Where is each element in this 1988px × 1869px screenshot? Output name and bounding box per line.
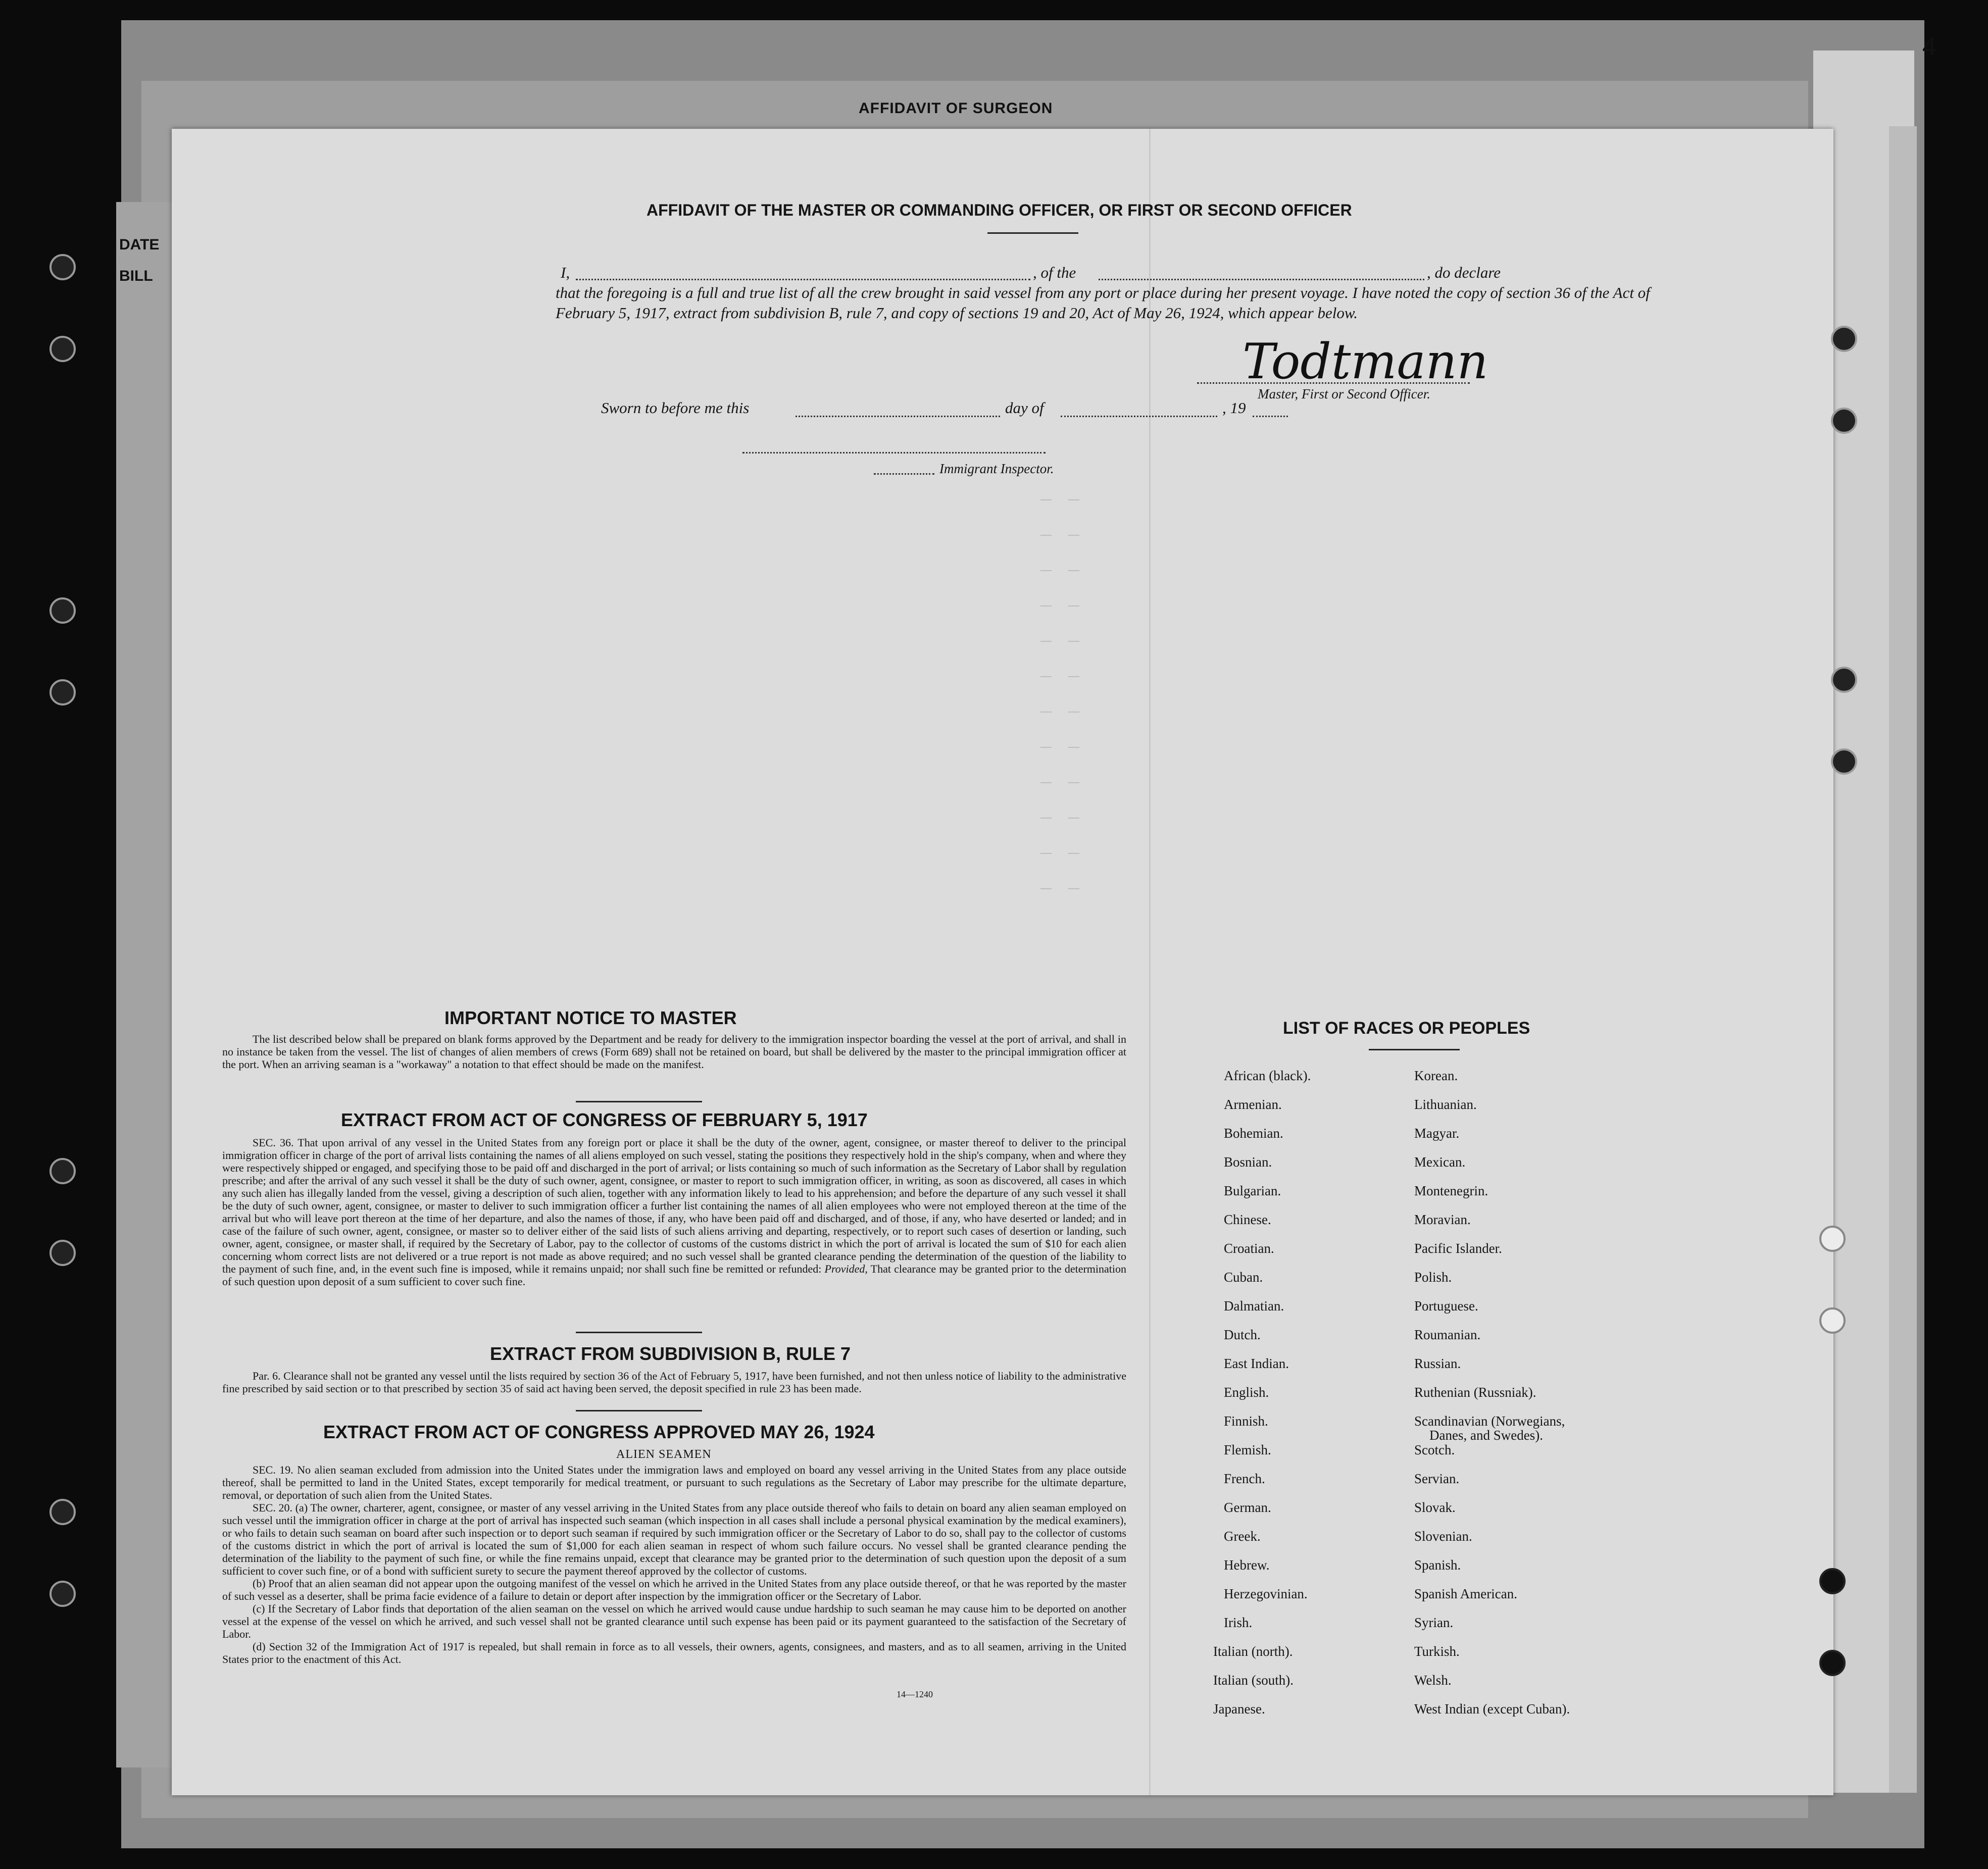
binder-hole	[49, 254, 76, 280]
vessel-blank-line	[1099, 279, 1424, 280]
extract-rule-7-body	[222, 1370, 1126, 1395]
race-item: French.	[1224, 1471, 1265, 1486]
sec-20a-paragraph: SEC. 20. (a) The owner, charterer, agent, consignee, or master of any vessel arriving in the United States from any place outside thereof who fails to detain on board any alien seaman employed on such vessel until the immigration officer in charge at the port of arrival has inspected such seaman (which inspection in all cases shall include a personal physical examination by the medical examiners), or who fails to detain such seaman on board after such inspection or to deport such seaman if required by such immigration officer or the Secretary of Labor to do so, shall pay to the collector of customs of the customs district in which the port of arrival is located the sum of $1,000 for each alien seaman in respect of whom such failure occurs. No vessel shall be granted clearance pending the determination of the liability to the payment of such fine, or while the fine remains unpaid, except that clearance may be granted prior to the determination of such question upon the deposit of a sum sufficient to cover such fine, or of a bond with sufficient surety to secure the payment thereof approved by the collector of customs.	[222, 1501, 1126, 1577]
race-item: Spanish.	[1414, 1557, 1461, 1573]
extract-rule-7-title: EXTRACT FROM SUBDIVISION B, RULE 7	[490, 1343, 851, 1364]
sec-19-paragraph: SEC. 19. No alien seaman excluded from admission into the United States under the immigration laws and employed on board any vessel arriving in the United States from any place outside thereof, shall be permitted to land in the United States, except temporarily for medical treatment, or pursuant to such regulations as the Secretary of Labor may prescribe for the ultimate departure, removal, or deportation of such alien from the United States.	[222, 1463, 1126, 1501]
race-item: Hebrew.	[1224, 1557, 1270, 1573]
binder-hole	[1819, 1226, 1846, 1252]
inspector-signature-line	[742, 452, 1046, 453]
sec-20c-paragraph: (c) If the Secretary of Labor finds that deportation of the alien seaman on the vessel on which he arrived would cause undue hardship to such seaman he may cause him to be deported on another vessel at the expense of the vessel on which he arrived, and such vessel shall not be granted clearance until such expense has been paid or its payment guaranteed to the satisfaction of the Secretary of Labor.	[222, 1602, 1126, 1640]
race-item: Servian.	[1414, 1471, 1460, 1486]
alien-seamen-subtitle: ALIEN SEAMEN	[616, 1448, 712, 1461]
section-36-paragraph	[222, 1136, 1126, 1288]
race-item: Scotch.	[1414, 1442, 1455, 1457]
notice-paragraph: The list described below shall be prepared on blank forms approved by the Department and be ready for delivery to the immigration inspector boarding the vessel at the port of arrival, and shall in no instance be taken from the vessel. The list of changes of alien members of crews (Form 689) shall not be retained on board, but shall be delivered by the master to the principal immigration officer at the port. When an arriving seaman is a "workaway" a notation to that effect should be made on the manifest.	[222, 1033, 1126, 1071]
race-item: Scandinavian (Norwegians,	[1414, 1413, 1565, 1429]
left-underlying-page	[116, 202, 177, 1767]
race-item: Italian (north).	[1213, 1644, 1293, 1659]
affidavit-i-label: I,	[561, 264, 570, 281]
binder-hole	[1831, 748, 1857, 775]
notice-title: IMPORTANT NOTICE TO MASTER	[444, 1007, 737, 1028]
inspector-dot-leader	[874, 473, 934, 475]
bleed-through-mark: — —	[1040, 775, 1079, 788]
bleed-through-mark: — —	[1040, 598, 1079, 611]
extract-1917-title: EXTRACT FROM ACT OF CONGRESS OF FEBRUARY 5, 1917	[341, 1109, 868, 1130]
right-underlying-page-edge	[1889, 126, 1917, 1793]
binder-hole	[49, 597, 76, 624]
affidavit-of-the-label: , of the	[1033, 264, 1076, 281]
race-item: Irish.	[1224, 1615, 1253, 1630]
rule-7-paragraph: Par. 6. Clearance shall not be granted any vessel until the lists required by section 36 of the Act of February 5, 1917, have been furnished, and not then unless notice of liability to the administrative fine prescribed by said section or to that prescribed by section 35 of said act having been served, the deposit specified in rule 23 has been made.	[222, 1370, 1126, 1395]
race-item: Greek.	[1224, 1529, 1261, 1544]
race-item: Dutch.	[1224, 1327, 1261, 1342]
race-item: East Indian.	[1224, 1356, 1289, 1371]
signature-line	[1197, 382, 1470, 384]
binder-hole	[1819, 1568, 1846, 1594]
race-item: Pacific Islander.	[1414, 1241, 1502, 1256]
affidavit-title: AFFIDAVIT OF THE MASTER OR COMMANDING OFFICER, OR FIRST OR SECOND OFFICER	[647, 201, 1352, 219]
race-item: Slovak.	[1414, 1500, 1456, 1515]
extract-1917-body	[222, 1136, 1126, 1288]
binder-hole	[49, 1158, 76, 1184]
notice-body	[222, 1033, 1126, 1071]
race-item: Spanish American.	[1414, 1586, 1517, 1601]
race-item: Mexican.	[1414, 1154, 1466, 1170]
race-item: Portuguese.	[1414, 1298, 1478, 1314]
bleed-through-mark: — —	[1040, 846, 1079, 858]
year-label: , 19	[1222, 399, 1246, 417]
bleed-through-mark: — —	[1040, 881, 1079, 894]
race-item: Japanese.	[1213, 1701, 1265, 1716]
binder-hole	[49, 1581, 76, 1607]
race-item: Magyar.	[1414, 1126, 1460, 1141]
binder-hole	[49, 1240, 76, 1266]
surgeon-affidavit-title: AFFIDAVIT OF SURGEON	[859, 100, 1053, 117]
binder-hole	[1819, 1307, 1846, 1334]
affidavit-statement: that the foregoing is a full and true list of all the crew brought in said vessel from any port or place during her present voyage. I have noted the copy of section 36 of the Act of February 5, 1917, extract from subdivision B, rule 7, and copy of sections 19 and 20, Act of May 26, 1924, which appear below.	[556, 284, 1650, 322]
bleed-through-mark: — —	[1040, 563, 1079, 576]
extract-1924-title: EXTRACT FROM ACT OF CONGRESS APPROVED MAY 26, 1924	[323, 1422, 875, 1442]
section-rule	[576, 1332, 702, 1333]
race-item: Slovenian.	[1414, 1529, 1472, 1544]
binder-hole	[1831, 326, 1857, 352]
proviso-label: Provided,	[824, 1262, 868, 1275]
bleed-through-mark: — —	[1040, 811, 1079, 823]
day-of-label: day of	[1005, 399, 1044, 417]
race-item: African (black).	[1224, 1068, 1311, 1083]
binder-hole	[49, 679, 76, 705]
section-rule	[576, 1410, 702, 1411]
binder-hole	[49, 1499, 76, 1525]
master-signature: Todtmann	[1242, 333, 1488, 390]
bleed-through-mark: — —	[1040, 704, 1079, 717]
title-rule	[987, 232, 1078, 234]
section-36-text: SEC. 36. That upon arrival of any vessel in the United States from any foreign port or place it shall be the duty of the owner, agent, consignee, or master thereof to deliver to the principal immigration officer in charge of the port of arrival lists containing the names of all aliens employed on such vessel, stating the positions they respectively hold in the ship's company, when and where they were respectively shipped or engaged, and specifying those to be paid off and discharged in the port of arrival; or lists containing so much of such information as the Secretary of Labor shall by regulation prescribe; and after the arrival of any such vessel it shall be the duty of such owner, agent, consignee, or master to report to such immigration officer, in writing, as soon as discovered, all cases in which any such alien has illegally landed from the vessel, giving a description of such alien, together with any information likely to lead to his apprehension; and before the departure of any such vessel it shall be the duty of such owner, agent, consignee, or master to deliver to such immigration officer a further list containing the names of all alien employees who were not employed thereon at the time of the arrival but who will leave port thereon at the time of her departure, and also the names of those, if any, who have been paid off and discharged, and of those, if any, who have deserted or landed; and in case of the failure of such owner, agent, consignee, or master so to deliver either of the said lists of such aliens arriving and departing, respectively, or to report such cases of desertion or landing, such owner, agent, consignee, or master shall, if required by the Secretary of Labor, pay to the collector of customs of the customs district in which the port of arrival is located the sum of $10 for each alien concerning whom correct lists are not delivered or a true report is not made as above required; and no such vessel shall be granted clearance pending the determination of the question of the liability to the payment of such fine, and, in the event such fine is imposed, while it remains unpaid; nor shall such fine be remitted or refunded:	[222, 1136, 1126, 1275]
year-blank	[1253, 416, 1288, 417]
race-item: Finnish.	[1224, 1413, 1268, 1429]
race-item: Dalmatian.	[1224, 1298, 1284, 1314]
race-item: Ruthenian (Russniak).	[1414, 1385, 1536, 1400]
extract-1924-body	[222, 1463, 1126, 1665]
sec-20b-paragraph: (b) Proof that an alien seaman did not appear upon the outgoing manifest of the vessel on which he arrived in the United States from any place outside thereof, or that he was reported by the master of such vessel as a deserter, shall be prima facie evidence of a failure to detain or deport after inspection by the immigration officer or the Secretary of Labor.	[222, 1577, 1126, 1602]
race-item: Korean.	[1414, 1068, 1458, 1083]
signature-caption: Master, First or Second Officer.	[1258, 386, 1430, 401]
race-item: English.	[1224, 1385, 1269, 1400]
race-item: Flemish.	[1224, 1442, 1271, 1457]
race-item: Bulgarian.	[1224, 1183, 1281, 1198]
race-item: Montenegrin.	[1414, 1183, 1488, 1198]
race-item: Welsh.	[1414, 1673, 1452, 1688]
race-item: Herzegovinian.	[1224, 1586, 1308, 1601]
binder-hole	[1831, 408, 1857, 434]
sworn-label: Sworn to before me this	[601, 399, 750, 417]
race-item: German.	[1224, 1500, 1271, 1515]
proviso-text: That clearance may be granted prior to the determination of such question upon deposit of a sum sufficient to cover such fine.	[222, 1262, 1127, 1288]
binder-hole	[1831, 667, 1857, 693]
race-item: West Indian (except Cuban).	[1414, 1701, 1570, 1716]
left-label-date: DATE	[119, 236, 160, 253]
bleed-through-mark: — —	[1040, 528, 1079, 540]
sworn-day-blank	[796, 416, 1000, 417]
race-item: Moravian.	[1414, 1212, 1471, 1227]
bleed-through-mark: — —	[1040, 492, 1079, 505]
bleed-through-mark: — —	[1040, 740, 1079, 752]
month-blank	[1061, 416, 1217, 417]
title-rule	[1369, 1049, 1460, 1050]
bleed-through-mark: — —	[1040, 669, 1079, 682]
bleed-through-mark: — —	[1040, 634, 1079, 646]
section-rule	[576, 1101, 702, 1102]
race-item: Bosnian.	[1224, 1154, 1272, 1170]
race-item: Danes, and Swedes).	[1429, 1428, 1543, 1443]
race-item: Turkish.	[1414, 1644, 1460, 1659]
corner-page-number: 4	[1922, 31, 1936, 61]
page-fold	[1149, 129, 1151, 1795]
race-item: Italian (south).	[1213, 1673, 1294, 1688]
sec-20d-paragraph: (d) Section 32 of the Immigration Act of 1917 is repealed, but shall remain in force as to all vessels, their owners, agents, consignees, and masters, and as to all seamen, arriving in the United States prior to the enactment of this Act.	[222, 1640, 1126, 1665]
binder-hole	[49, 336, 76, 362]
race-item: Roumanian.	[1414, 1327, 1481, 1342]
race-item: Chinese.	[1224, 1212, 1271, 1227]
race-item: Bohemian.	[1224, 1126, 1283, 1141]
race-item: Armenian.	[1224, 1097, 1282, 1112]
race-item: Syrian.	[1414, 1615, 1454, 1630]
name-blank-line	[576, 279, 1030, 280]
inspector-caption: Immigrant Inspector.	[939, 461, 1054, 476]
race-item: Cuban.	[1224, 1270, 1263, 1285]
left-label-bill: BILL	[119, 268, 153, 284]
race-item: Polish.	[1414, 1270, 1452, 1285]
races-list-title: LIST OF RACES OR PEOPLES	[1283, 1019, 1530, 1038]
race-item: Croatian.	[1224, 1241, 1274, 1256]
binder-hole	[1819, 1650, 1846, 1676]
crew-manifest-affidavit-page	[172, 129, 1833, 1795]
race-item: Lithuanian.	[1414, 1097, 1477, 1112]
affidavit-do-declare-label: , do declare	[1427, 264, 1501, 281]
race-item: Russian.	[1414, 1356, 1461, 1371]
form-number: 14—1240	[897, 1689, 933, 1699]
